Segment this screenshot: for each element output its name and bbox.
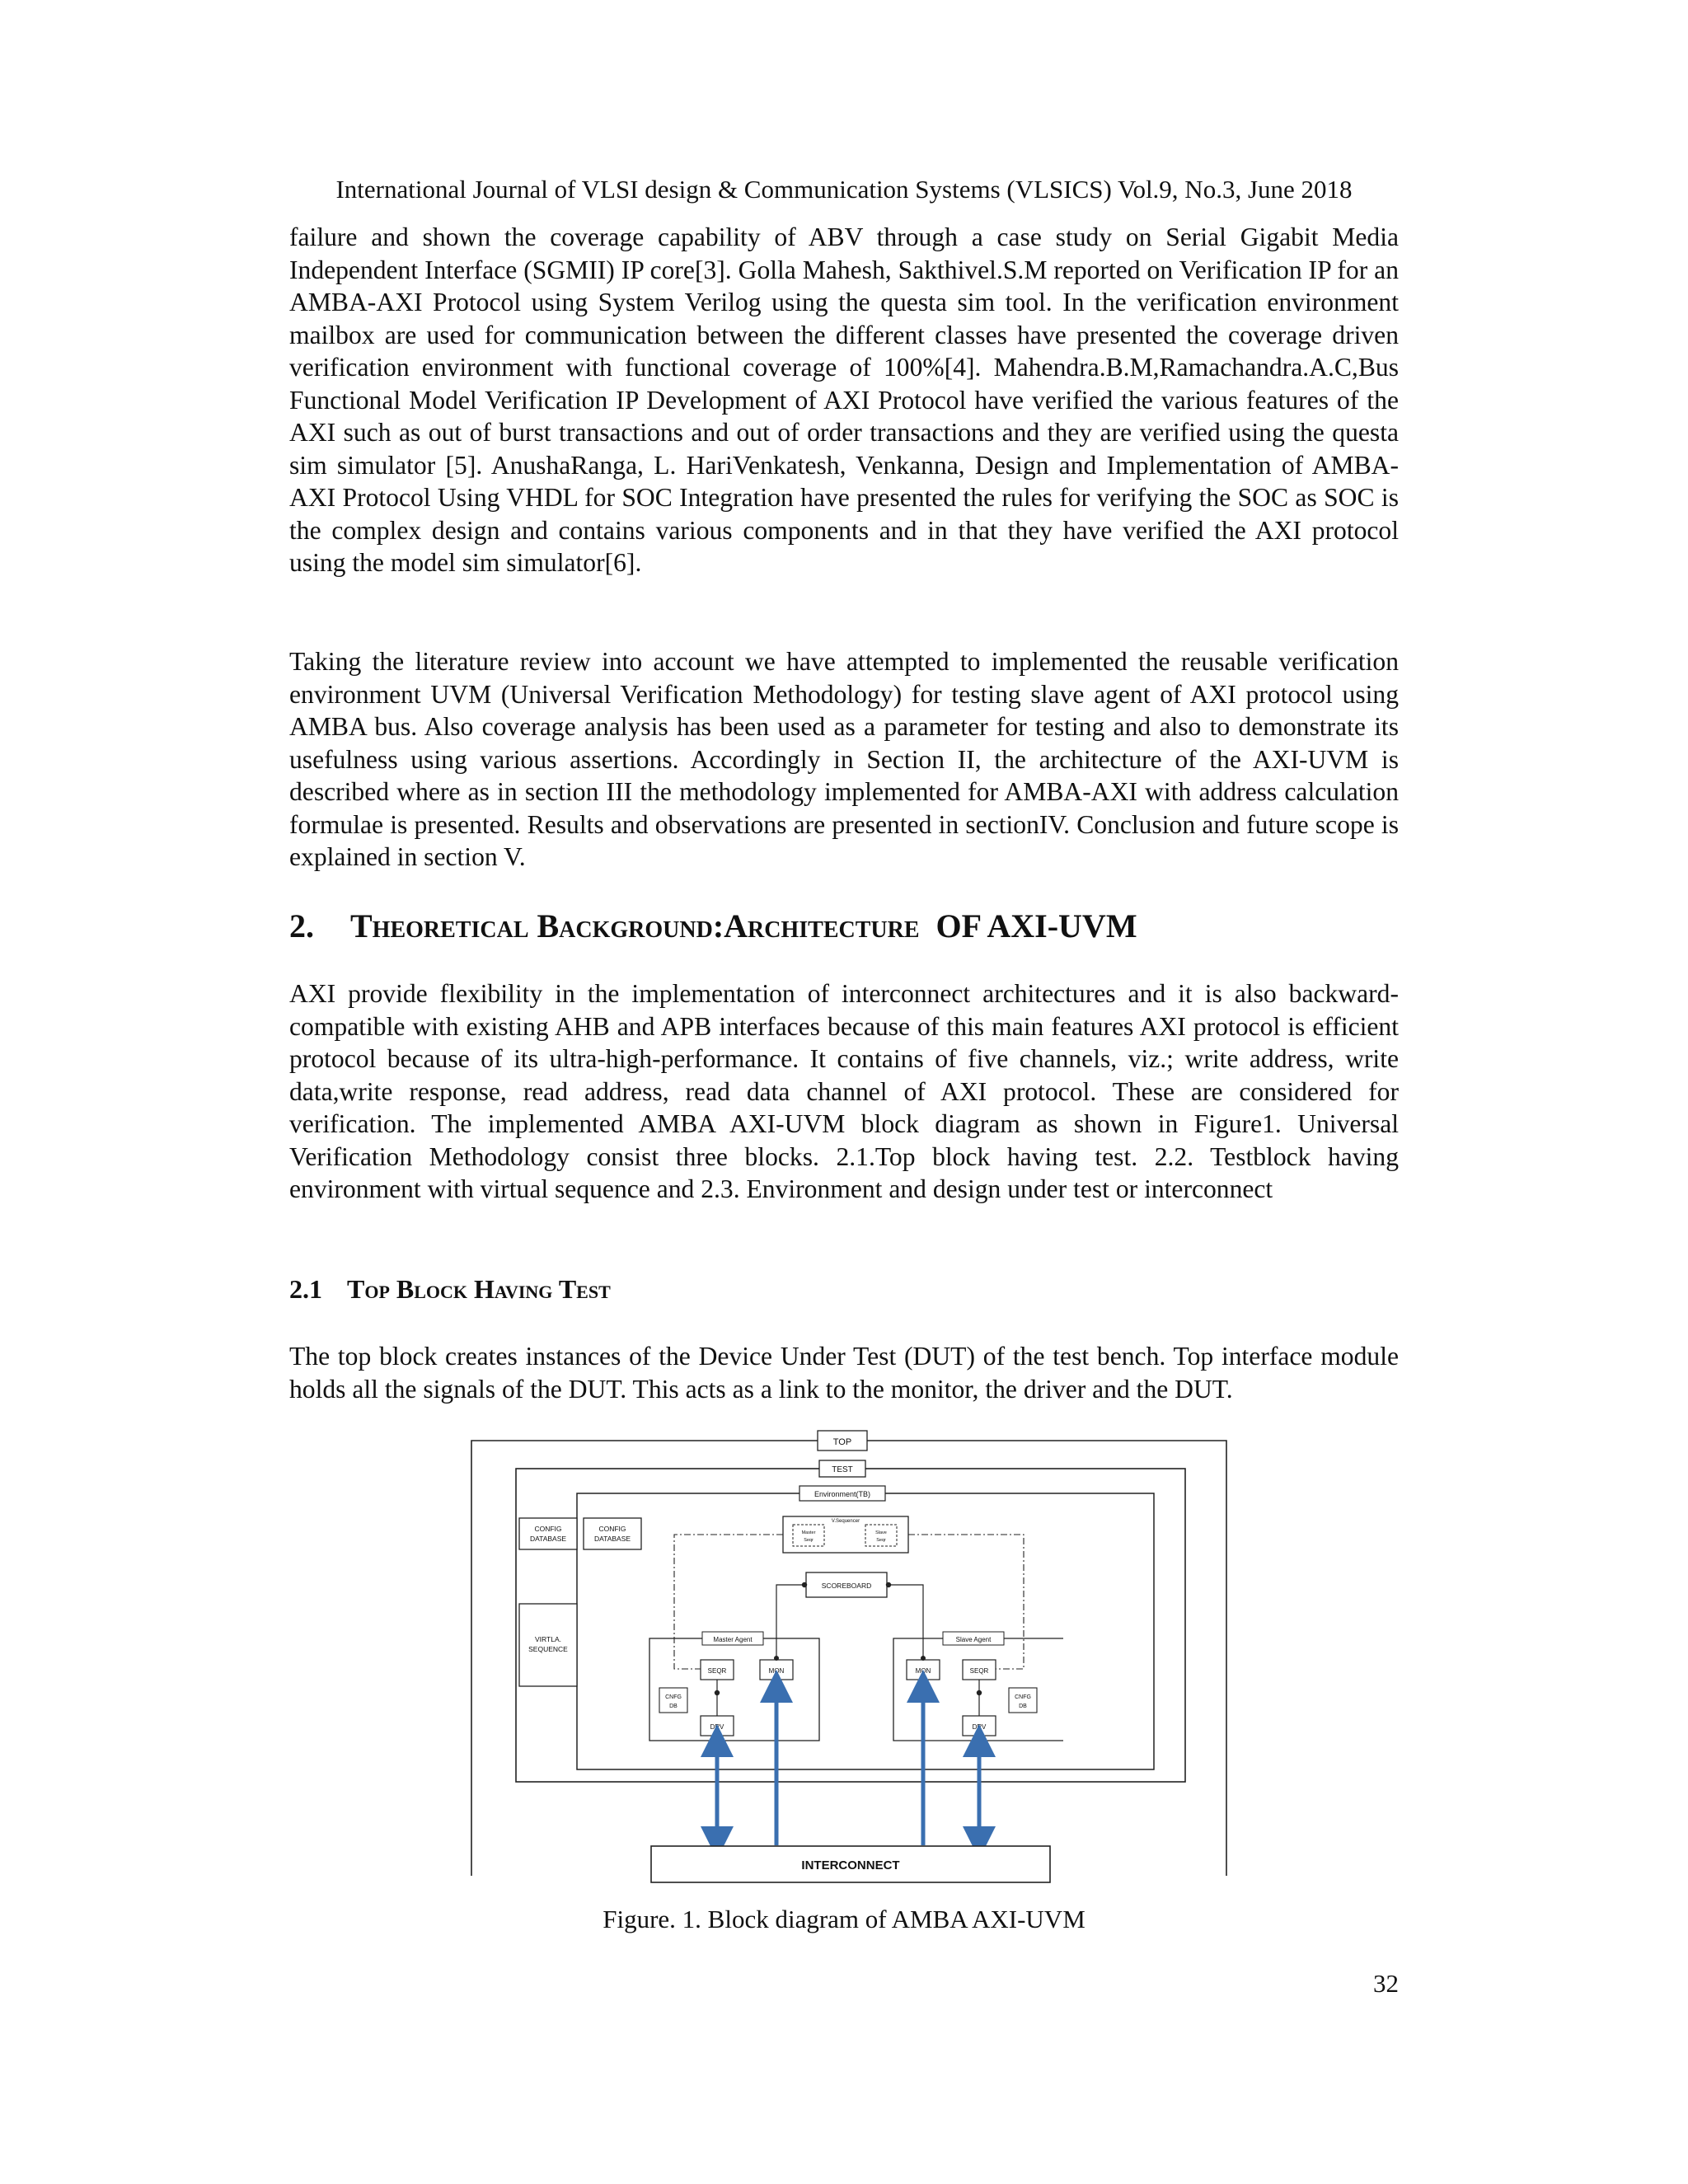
config-database-1-label-b: DATABASE bbox=[529, 1535, 567, 1543]
paragraph-literature-review: failure and shown the coverage capability of ABV through a case study on Serial Gigabit Media Independent Interface (SGMII) IP core[3]. Golla Mahesh, Sakthivel.S.M reported on Verification IP for an AMBA-AXI Protocol using System Verilog using the questa sim tool. In the verification environment mailbox are used for communication between the different classes have presented the coverage driven verification environment with functional coverage of 100%[4]. Mahendra.B.M,Ramachandra.A.C,Bus Functional Model Verification IP Development of AXI Protocol have verified the various features of the AXI such as out of burst transactions and out of order transactions and they are verified using the questa sim simulator [5]. AnushaRanga, L. HariVenkatesh, Venkanna, Design and Implementation of AMBA-AXI Protocol Using VHDL for SOC Integration have presented the rules for verifying the SOC as SOC is the complex design and contains various components and in that they have verified the AXI protocol using the model sim simulator[6]. bbox=[289, 223, 1399, 577]
slave-seqr-box bbox=[865, 1525, 897, 1546]
slave-seqr-drv-port bbox=[977, 1690, 982, 1695]
section-2-1-title: Top Block Having Test bbox=[347, 1274, 611, 1304]
section-2-1-number: 2.1 bbox=[289, 1274, 322, 1304]
slave-agent-label: Slave Agent bbox=[955, 1636, 992, 1643]
master-seqr-drv-port bbox=[715, 1690, 720, 1695]
paragraph-top-block: The top block creates instances of the Device Under Test (DUT) of the test bench. Top interface module holds all the signals of the DUT. This acts as a link to the monitor, the driver and the DUT. bbox=[289, 1342, 1399, 1404]
signal-arrows bbox=[717, 1686, 979, 1845]
paragraph-scope: Taking the literature review into account we have attempted to implemented the reusable verification environment UVM (Universal Verification Methodology) for testing slave agent of AXI protocol using AMBA bus. Also coverage analysis has been used as a parameter for testing and also to demonstrate its usefulness using various assertions. Accordingly in Section II, the architecture of the AXI-UVM is described where as in section III the methodology implemented for AMBA-AXI with address calculation formulae is presented. Results and observations are presented in sectionIV. Conclusion and future scope is explained in section V. bbox=[289, 647, 1399, 871]
top-frame bbox=[471, 1441, 1226, 1876]
config-database-1-label-a: CONFIG bbox=[534, 1525, 562, 1533]
slave-seqr-block-label: SEQR bbox=[969, 1667, 989, 1675]
config-database-2 bbox=[584, 1518, 641, 1549]
section-2-number: 2. bbox=[289, 907, 314, 944]
page-number: 32 bbox=[1373, 1969, 1399, 1998]
master-monitor-port bbox=[774, 1656, 779, 1661]
slave-monitor-label: MON bbox=[915, 1667, 931, 1675]
master-driver-label: DRV bbox=[710, 1723, 724, 1731]
figure-caption: Figure. 1. Block diagram of AMBA AXI-UVM bbox=[603, 1905, 1085, 1933]
section-2-1-heading bbox=[289, 1272, 1399, 1305]
section-2-heading bbox=[289, 907, 1399, 946]
slave-monitor-port bbox=[921, 1656, 926, 1661]
running-header: International Journal of VLSI design & Communication Systems (VLSICS) Vol.9, No.3, June 2018 bbox=[335, 175, 1353, 204]
top-label: TOP bbox=[832, 1437, 852, 1447]
scoreboard-link-master bbox=[776, 1585, 806, 1658]
master-config-db-label-a: CNFG bbox=[665, 1694, 682, 1700]
master-config-db-label-b: DB bbox=[669, 1704, 678, 1709]
config-database-2-label-a: CONFIG bbox=[598, 1525, 626, 1533]
virtual-sequence-label-b: SEQUENCE bbox=[528, 1645, 568, 1653]
paragraph-axi-overview: AXI provide flexibility in the implementation of interconnect architectures and it is also backward-compatible with existing AHB and APB interfaces because of this main features AXI protocol is efficient protocol because of its ultra-high-performance. It contains of five channels, viz.; write address, write data,write response, read address, read data channel of AXI protocol. These are considered for verification. The implemented AMBA AXI-UVM block diagram as shown in Figure1. Universal Verification Methodology consist three blocks. 2.1.Top block having test. 2.2. Testblock having environment with virtual sequence and 2.3. Environment and design under test or interconnect bbox=[289, 979, 1399, 1203]
slave-driver-label: DRV bbox=[972, 1723, 987, 1731]
virtual-path-slave bbox=[908, 1535, 1024, 1669]
scoreboard-port-slave bbox=[886, 1582, 891, 1587]
interconnect-label: INTERCONNECT bbox=[801, 1858, 900, 1872]
section-2-title-b: OF AXI-UVM bbox=[935, 907, 1137, 944]
scoreboard-label: SCOREBOARD bbox=[821, 1582, 872, 1590]
slave-seqr-label-a: Slave bbox=[875, 1530, 887, 1535]
master-agent-label: Master Agent bbox=[713, 1636, 753, 1643]
master-monitor-label: MON bbox=[768, 1667, 785, 1675]
environment-label: Environment(TB) bbox=[814, 1490, 871, 1498]
master-seqr-label-b: Seqr bbox=[804, 1538, 814, 1543]
slave-config-db-label-a: CNFG bbox=[1015, 1694, 1031, 1700]
section-2-title-a: Theoretical Background:Architecture bbox=[350, 907, 920, 944]
scoreboard-port-master bbox=[802, 1582, 807, 1587]
virtual-path-master bbox=[674, 1535, 783, 1669]
axi-uvm-block-diagram bbox=[462, 1421, 1245, 1899]
config-database-1 bbox=[519, 1518, 577, 1549]
slave-config-db-label-b: DB bbox=[1019, 1704, 1027, 1709]
test-label: TEST bbox=[832, 1465, 853, 1474]
virtual-sequencer-label: V.Sequencer bbox=[831, 1519, 860, 1524]
config-database-2-label-b: DATABASE bbox=[593, 1535, 631, 1543]
slave-seqr-label-b: Seqr bbox=[876, 1538, 886, 1543]
master-seqr-block-label: SEQR bbox=[707, 1667, 727, 1675]
master-seqr-box bbox=[793, 1525, 824, 1546]
scoreboard-link-slave bbox=[887, 1585, 923, 1658]
test-frame bbox=[516, 1469, 1185, 1782]
master-seqr-label-a: Master bbox=[801, 1530, 816, 1535]
virtual-sequence-label-a: VIRTLA. bbox=[535, 1635, 561, 1643]
